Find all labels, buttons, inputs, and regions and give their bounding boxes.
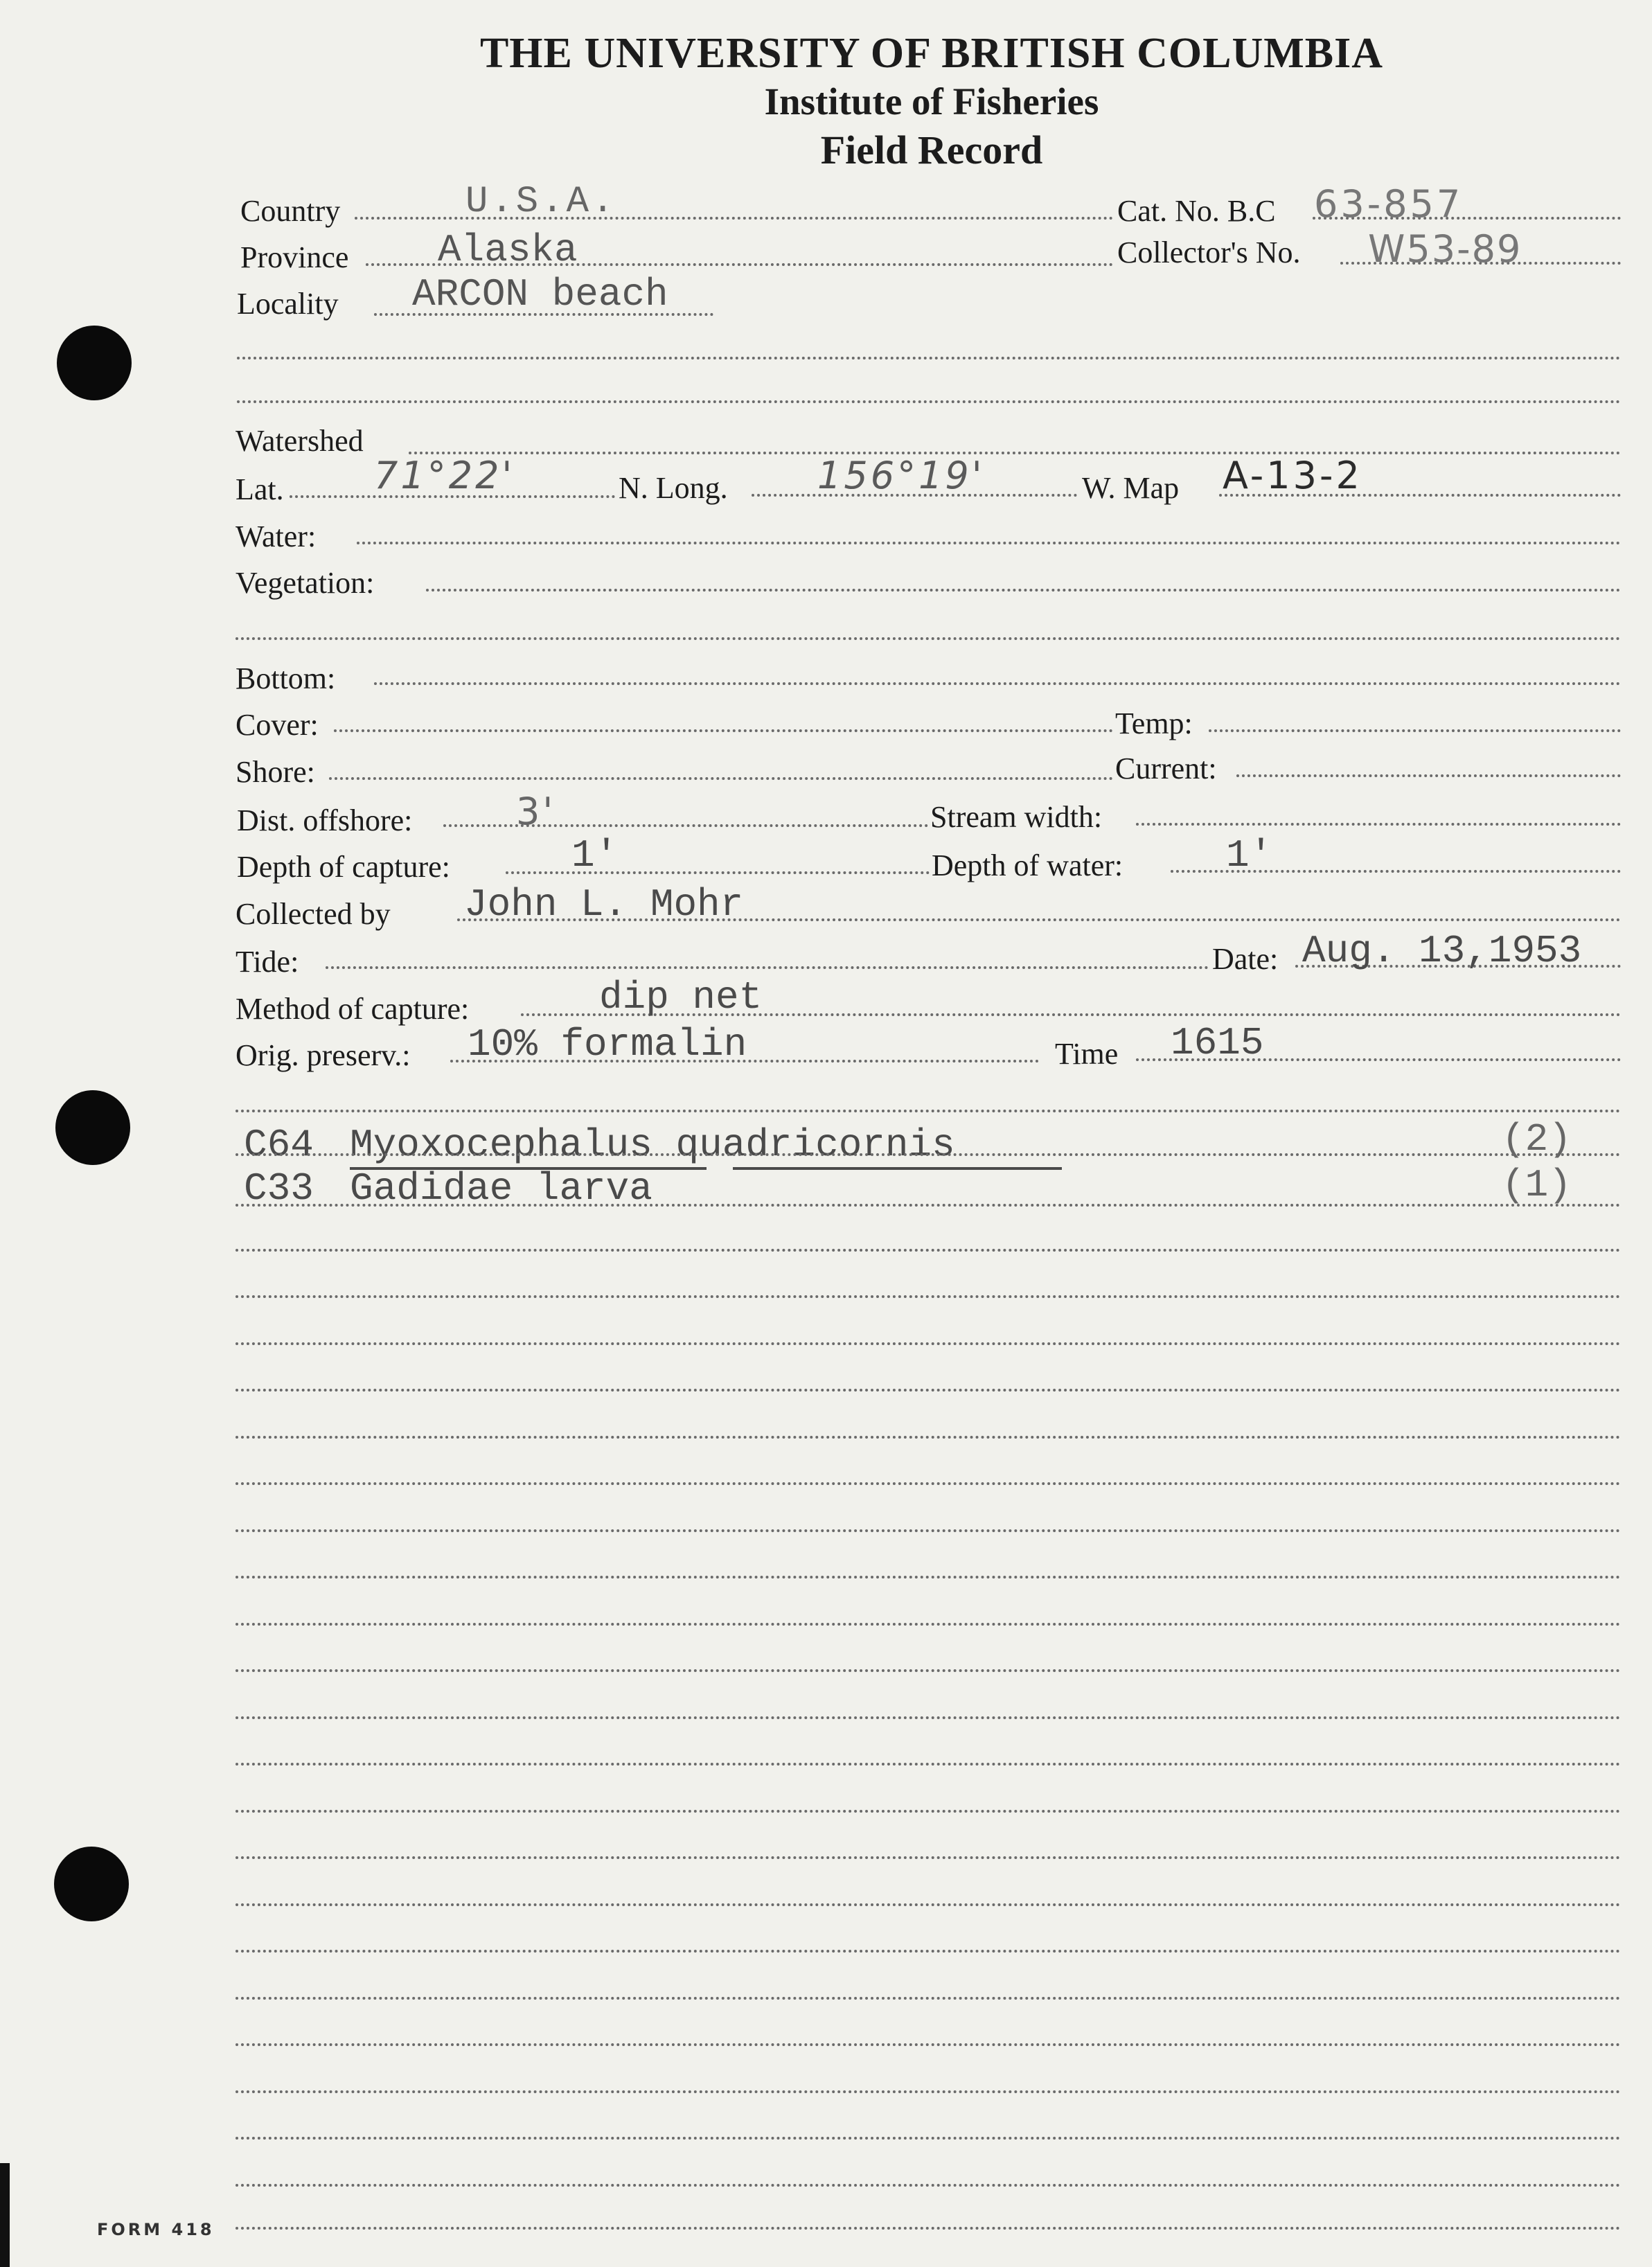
specimen-code: C64 xyxy=(244,1123,314,1167)
province-value: Alaska xyxy=(438,228,578,272)
n-long-label: N. Long. xyxy=(619,471,728,505)
method-value: dip net xyxy=(599,975,763,1020)
shore-label: Shore: xyxy=(236,755,315,789)
bottom-label: Bottom: xyxy=(236,661,336,695)
tide-label: Tide: xyxy=(236,945,299,979)
cat-no-label: Cat. No. B.C xyxy=(1117,194,1276,228)
map-value: A-13-2 xyxy=(1223,454,1362,497)
institution-title: THE UNIVERSITY OF BRITISH COLUMBIA xyxy=(479,30,1384,77)
depth-water-value: 1' xyxy=(1226,833,1273,878)
locality-value: ARCON beach xyxy=(412,272,668,317)
temp-label: Temp: xyxy=(1115,706,1193,740)
method-label: Method of capture: xyxy=(236,992,470,1026)
cat-no-value: 63-857 xyxy=(1314,182,1464,226)
date-value: Aug. 13,1953 xyxy=(1302,929,1582,973)
specimen-count: (1) xyxy=(1502,1163,1572,1207)
depth-capture-label: Depth of capture: xyxy=(237,850,450,884)
vegetation-label: Vegetation: xyxy=(236,566,375,600)
depth-water-label: Depth of water: xyxy=(932,848,1123,882)
country-label: Country xyxy=(240,194,341,228)
collected-by-label: Collected by xyxy=(236,897,391,931)
stream-width-label: Stream width: xyxy=(930,800,1103,834)
specimen-name: Gadidae larva xyxy=(350,1166,652,1211)
water-label: Water: xyxy=(236,519,317,553)
watershed-label: Watershed xyxy=(236,424,364,458)
binder-hole xyxy=(54,1847,129,1921)
orig-preserv-value: 10% formalin xyxy=(468,1022,747,1067)
orig-preserv-label: Orig. preserv.: xyxy=(236,1038,411,1072)
collected-by-value: John L. Mohr xyxy=(464,882,744,927)
w-map-label: W. Map xyxy=(1082,471,1180,505)
date-label: Date: xyxy=(1212,942,1279,976)
department-title: Institute of Fisheries xyxy=(764,80,1099,123)
current-label: Current: xyxy=(1115,752,1217,785)
lat-label: Lat. xyxy=(236,472,284,506)
dist-offshore-value: 3' xyxy=(516,790,556,833)
locality-label: Locality xyxy=(237,287,339,321)
specimen-count: (2) xyxy=(1502,1117,1572,1162)
depth-capture-value: 1' xyxy=(571,833,619,878)
dist-offshore-label: Dist. offshore: xyxy=(237,803,413,837)
binder-hole xyxy=(57,326,132,400)
binder-hole xyxy=(55,1090,130,1165)
province-label: Province xyxy=(240,240,349,274)
time-value: 1615 xyxy=(1171,1021,1264,1065)
scan-edge xyxy=(0,2163,10,2267)
collectors-no-label: Collector's No. xyxy=(1117,235,1301,269)
cover-label: Cover: xyxy=(236,708,319,742)
time-label: Time xyxy=(1055,1037,1119,1071)
specimen-code: C33 xyxy=(244,1166,314,1211)
lat-value: 71°22' xyxy=(374,454,515,497)
form-number: FORM 418 xyxy=(97,2220,215,2239)
form-title: Field Record xyxy=(820,127,1043,172)
specimen-name: Myoxocephalus quadricornis xyxy=(350,1123,955,1167)
collectors-no-value: W53-89 xyxy=(1368,227,1522,271)
long-value: 156°19' xyxy=(817,454,985,497)
country-value: U.S.A. xyxy=(465,181,617,223)
